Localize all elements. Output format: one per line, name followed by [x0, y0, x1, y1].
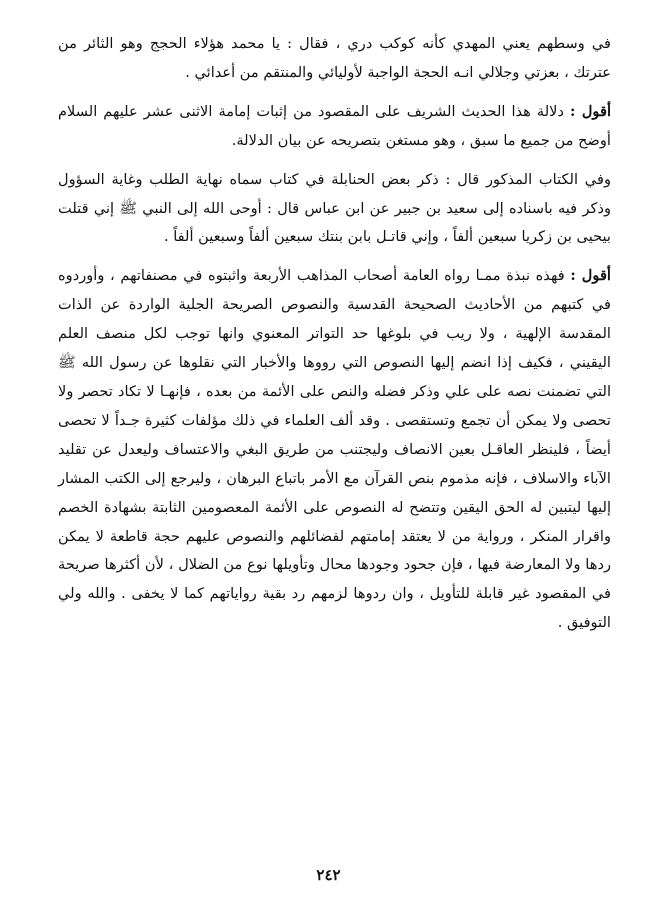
paragraph-2-lead: أقول :	[570, 102, 612, 120]
paragraph-4-text: فهذه نبذة ممـا رواه العامة أصحاب المذاهب الأربعة واثبتوه في مصنفاتهم ، وأوردوه في كتبهم من الأحاديث الصحيحة القدسية والنصوص الصريحة الجلية الواردة عن الذات المقدسة الإلهية ، ولا ريب في بلوغها حد التواتر المعنوي وانها توجب لكل منصف العلم اليقيني ، فكيف إذا انضم إليها النصوص التي رووها والأخبار التي نقلوها عن رسول الله ﷺ التي تضمنت نصه على علي وذكر فضله والنص على الأئمة من بعده ، فإنهـا لا تكاد تحصر ولا تحصى ولا يمكن أن تجمع وتستقصى . وقد ألف العلماء في ذلك مؤلفات كثيرة جـداً لا تحصى أيضاً ، فلينظر العاقـل بعين الانصاف وليجتنب من طريق البغي والاعتساف وليعدل عن تقليد الآباء والاسلاف ، فإنه مذموم بنص القرآن مع الأمر باتباع البرهان ، وليرجع إلى الكتب المشار إليها ليتبين له الحق اليقين وتتضح له النصوص على الأئمة المعصومين الثابتة بشهادة الخصم واقرار المنكر ، ورواية من لا يعتقد إمامتهم لفضائلهم والنصوص عليهم حجة قاطعة لا يمكن ردها ولا المعارضة فيها ، فإن جحود وجودها محال وتأويلها نوع من الضلال ، لأن أكثرها صريحة في المقصود غير قابلة للتأويل ، وان ردوها لزمهم رد بقية رواياتهم كما لا يخفى . والله ولي التوفيق .	[58, 267, 611, 632]
paragraph-2-text: دلالة هذا الحديث الشريف على المقصود من إثبات إمامة الاثنى عشر عليهم السلام أوضح من جميع ما سبق ، وهو مستغن بتصريحه عن بيان الدلالة.	[58, 102, 611, 149]
page-number: ٢٤٢	[316, 866, 341, 884]
paragraph-2	[58, 98, 611, 156]
paragraph-4	[58, 262, 611, 638]
paragraph-3-text: وفي الكتاب المذكور قال : ذكر بعض الحنابلة في كتاب سماه نهاية الطلب وغاية السؤول وذكر فيه باسناده إلى سعيد بن جبير عن ابن عباس قال : أوحى الله إلى النبي ﷺ إني قتلت بيحيى بن زكريا سبعين ألفاً ، وإني قاتـل بابن بنتك سبعين ألفاً وسبعين ألفاً .	[58, 170, 611, 246]
paragraph-3	[58, 166, 611, 253]
paragraph-1	[58, 30, 611, 88]
paragraph-4-lead: أقول :	[570, 267, 611, 285]
paragraph-1-text: في وسطهم يعني المهدي كأنه كوكب دري ، فقال : يا محمد هؤلاء الحجج وهو الثائر من عترتك ، بعزتي وجلالي انـه الحجة الواجبة لأوليائي والمنتقم من أعدائي .	[58, 35, 611, 81]
